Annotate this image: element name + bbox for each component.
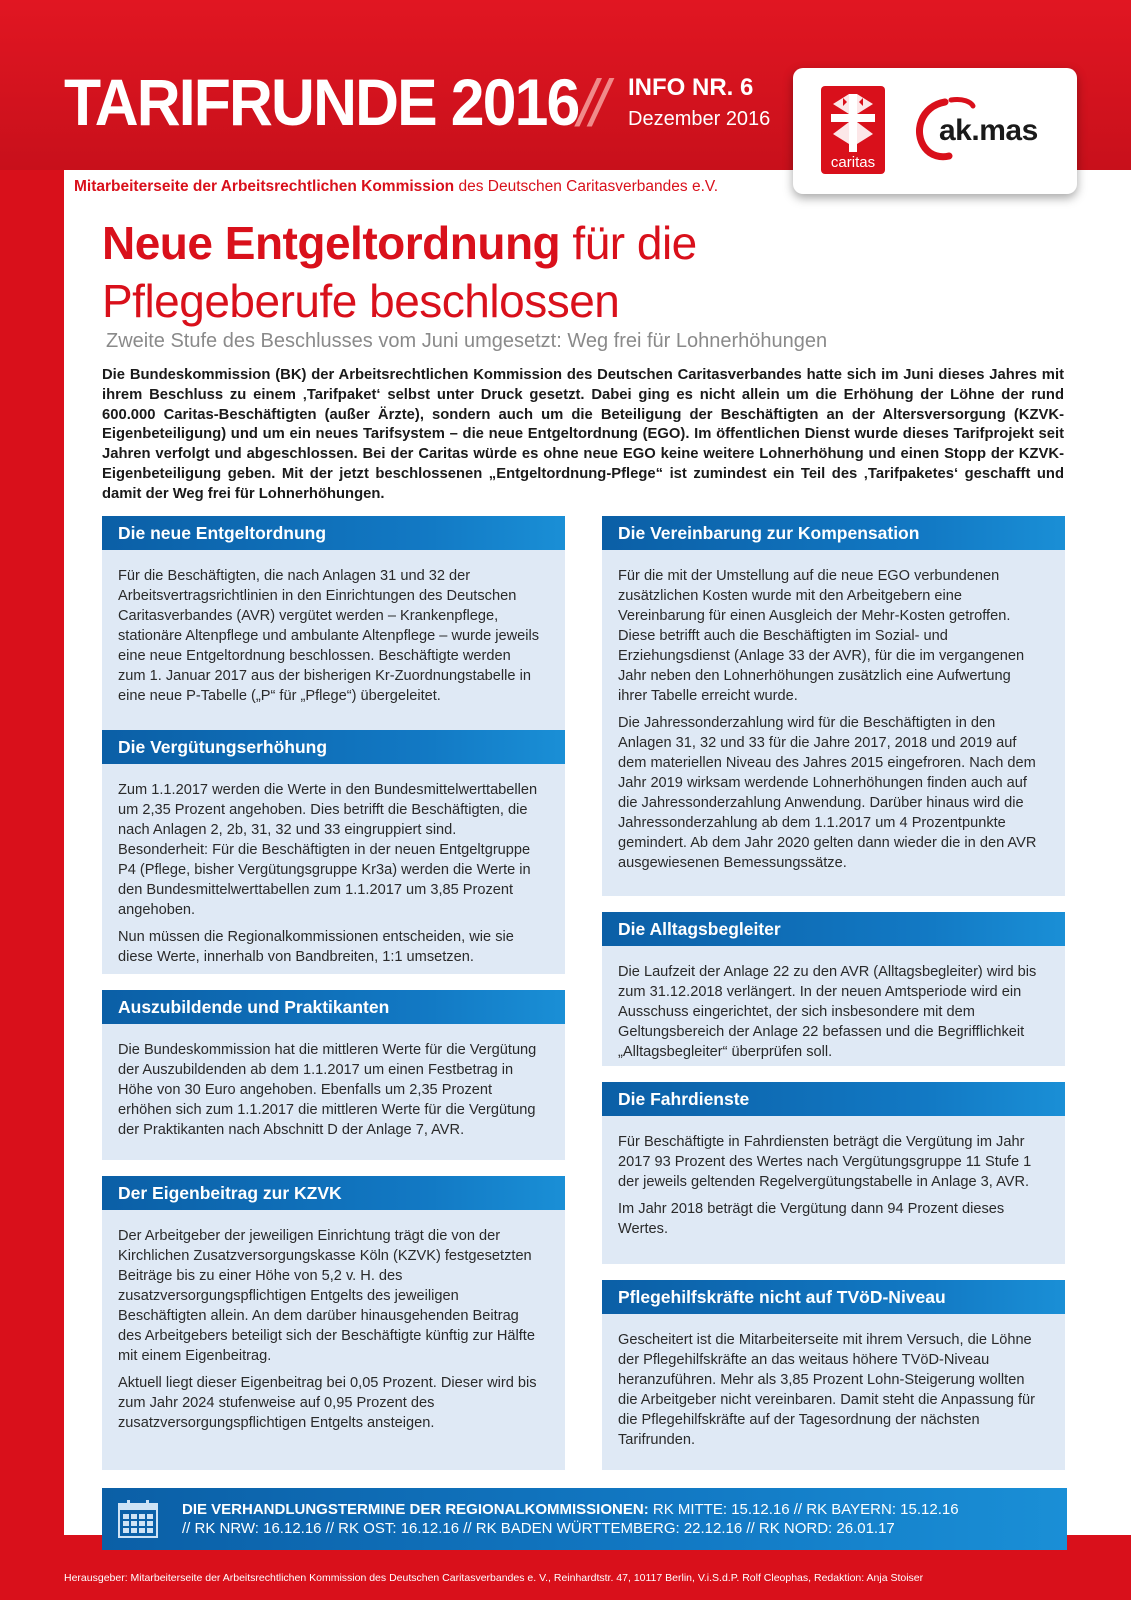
section-body <box>102 1024 565 1159</box>
section-heading: Die neue Entgeltordnung <box>102 516 565 550</box>
section-heading: Pflegehilfskräfte nicht auf TVöD-Niveau <box>602 1280 1065 1314</box>
negotiation-dates-text <box>182 1500 1052 1538</box>
headline-bold: Neue Entgeltordnung <box>102 217 561 269</box>
info-section <box>602 1082 1065 1264</box>
section-heading: Die Fahrdienste <box>602 1082 1065 1116</box>
section-body <box>602 550 1065 892</box>
info-section <box>102 1176 565 1470</box>
info-section <box>102 990 565 1160</box>
caritas-wordmark: caritas <box>830 154 876 171</box>
section-paragraph: Aktuell liegt dieser Eigenbeitrag bei 0,05 Prozent. Dieser wird bis zum Jahr 2024 stufenweise auf 0,95 Prozent des zusatzversorgungspflichtigen Entgelts ansteigen. <box>118 1375 537 1431</box>
section-body <box>102 764 565 986</box>
dates-label: DIE VERHANDLUNGSTERMINE DER REGIONALKOMMISSIONEN: <box>182 1501 649 1518</box>
section-body <box>102 550 565 725</box>
article-intro: Die Bundeskommission (BK) der Arbeitsrechtlichen Kommission des Deutschen Caritasverbandes hatte sich im Juni dieses Jahres mit ihrem Beschluss zu einem ‚Tarifpaket‘ selbst unter Druck gesetzt. Dabei ging es nicht allein um die Erhöhung der Löhne der rund 600.000 Caritas-Beschäftigten (außer Ärzte), sondern auch um die Beteiligung der Beschäftigten an der Altersversorgung (KZVK-Eigenbeteiligung) und um ein neues Tarifsystem – die neue Entgeltordnung (EGO). Im öffentlichen Dienst wurde dieses Tarifprojekt seit Jahren verfolgt und abgeschlossen. Bei der Caritas würde es ohne neue EGO keine weitere Lohnerhöhung und einen Stopp der KZVK-Eigenbeteiligung geben. Mit der jetzt beschlossenen „Entgeltordnung-Pflege“ ist zumindest ein Teil des ‚Tarifpaketes‘ geschafft und damit der Weg frei für Lohnerhöhungen. <box>102 367 1064 502</box>
headline-rest: für die <box>560 217 697 269</box>
akmas-wordmark: ak.mas <box>939 114 1038 147</box>
title-separator: // <box>578 66 603 140</box>
left-column <box>102 0 565 1600</box>
section-paragraph: Im Jahr 2018 beträgt die Vergütung dann 94 Prozent dieses Wertes. <box>618 1201 1005 1237</box>
section-paragraph: Die Laufzeit der Anlage 22 zu den AVR (Alltagsbegleiter) wird bis zum 31.12.2018 verlängert. In der neuen Amtsperiode wird ein Ausschuss eingerichtet, der sich insbesondere mit dem Geltungsbereich der Anlage 22 befassen und die Begrifflichkeit „Alltagsbegleiter“ überprüfen soll. <box>618 964 1037 1060</box>
dates-line1: RK MITTE: 15.12.16 // RK BAYERN: 15.12.16 <box>648 1501 959 1518</box>
section-body <box>602 946 1065 1081</box>
section-body <box>602 1314 1065 1469</box>
headline-line2: Pflegeberufe beschlossen <box>102 275 620 327</box>
negotiation-dates-box <box>102 1488 1067 1550</box>
info-section <box>102 516 565 730</box>
section-heading: Der Eigenbeitrag zur KZVK <box>102 1176 565 1210</box>
section-heading: Die Alltagsbegleiter <box>602 912 1065 946</box>
info-section <box>602 516 1065 896</box>
imprint: Herausgeber: Mitarbeiterseite der Arbeitsrechtlichen Kommission des Deutschen Caritasverbandes e. V., Reinhardtstr. 47, 10117 Berlin, V.i.S.d.P. Rolf Cleophas, Redaktion: Anja Stoiser <box>64 1572 924 1584</box>
publisher-line-rest: des Deutschen Caritasverbandes e.V. <box>454 178 719 195</box>
section-body <box>602 1116 1065 1258</box>
info-section <box>102 730 565 974</box>
section-body <box>102 1210 565 1452</box>
newsletter-title: TARIFRUNDE 2016 <box>64 65 579 139</box>
calendar-icon <box>118 1500 158 1538</box>
section-paragraph: Der Arbeitgeber der jeweiligen Einrichtung trägt die von der Kirchlichen Zusatzversorgungskasse Köln (KZVK) festgesetzten Beiträge bis zu einer Höhe von 5,2 v. H. des zusatzversorgungspflichtigen Entgelts des jeweiligen Beschäftigten allein. An dem darüber hinausgehenden Beitrag des Arbeitgebers beteiligt sich der Beschäftigte künftig zur Hälfte mit einem Eigenbeitrag. <box>118 1228 535 1364</box>
article-subheadline: Zweite Stufe des Beschlusses vom Juni umgesetzt: Weg frei für Lohnerhöhungen <box>106 330 828 352</box>
section-heading: Die Vereinbarung zur Kompensation <box>602 516 1065 550</box>
section-paragraph: Die Jahressonderzahlung wird für die Beschäftigten in den Anlagen 31, 32 und 33 für die Jahre 2017, 2018 und 2019 auf dem materiellen Niveau des Jahres 2015 eingefroren. Nach dem Jahr 2019 wirksam werdende Lohnerhöhungen finden auch auf die Jahressonderzahlung Anwendung. Darüber hinaus wird die Jahressonderzahlung ab dem 1.1.2017 um 4 Prozentpunkte gemindert. Ab dem Jahr 2020 gelten dann wieder die in den AVR ausgewiesenen Bemessungssätze. <box>618 715 1037 871</box>
info-section <box>602 1280 1065 1470</box>
info-section <box>602 912 1065 1066</box>
section-paragraph: Gescheitert ist die Mitarbeiterseite mit ihrem Versuch, die Löhne der Pflegehilfskräfte an das weitaus höhere TVöD-Niveau heranzuführen. Mehr als 3,85 Prozent Lohn-Steigerung wollten die Arbeitgeber nicht vereinbaren. Damit steht die Anpassung für die Pflegehilfskräfte auf der Tagesordnung der nächsten Tarifrunden. <box>618 1332 1035 1448</box>
section-paragraph: Für die Beschäftigten, die nach Anlagen 31 und 32 der Arbeitsvertragsrichtlinien in den Einrichtungen des Deutschen Caritasverbandes (AVR) vergütet werden – Krankenpflege, stationäre Altenpflege und ambulante Altenpflege – wurde jeweils eine neue Entgeltordnung beschlossen. Beschäftigte werden zum 1. Januar 2017 aus der bisherigen Kr-Zuordnungstabelle in eine neue P-Tabelle („P“ für „Pflege“) übergeleitet. <box>118 568 540 704</box>
section-paragraph: Für die mit der Umstellung auf die neue EGO verbundenen zusätzlichen Kosten wurde mit den Arbeitgebern eine Vereinbarung für einen Ausgleich der Mehr-Kosten getroffen. Diese betrifft auch die Beschäftigten im Sozial- und Erziehungsdienst (Anlage 33 der AVR), für die im vergangenen Jahr neben den Lohnerhöhungen zusätzlich eine Aufwertung ihrer Tabelle erreicht wurde. <box>618 568 1025 704</box>
issue-number: INFO NR. 6 <box>628 74 754 101</box>
publisher-line-bold: Mitarbeiterseite der Arbeitsrechtlichen Kommission <box>74 178 455 195</box>
section-heading: Auszubildende und Praktikanten <box>102 990 565 1024</box>
section-paragraph: Für Beschäftigte in Fahrdiensten beträgt die Vergütung im Jahr 2017 93 Prozent des Wertes nach Vergütungsgruppe 11 Stufe 1 der jeweils geltenden Regelvergütungstabelle in Anlage 3, AVR. <box>618 1134 1032 1190</box>
issue-date: Dezember 2016 <box>628 108 771 130</box>
dates-line2: // RK NRW: 16.12.16 // RK OST: 16.12.16 // RK BADEN WÜRTTEMBERG: 22.12.16 // RK NORD: 26.01.17 <box>182 1520 895 1537</box>
section-paragraph: Zum 1.1.2017 werden die Werte in den Bundesmittelwerttabellen um 2,35 Prozent angehoben. Dies betrifft die Beschäftigten, die nach Anlagen 2, 2b, 31, 32 und 33 eingruppiert sind. Besonderheit: Für die Beschäftigten in der neuen Entgeltgruppe P4 (Pflege, bisher Vergütungsgruppe Kr3a) werden die Werte in den Bundesmittelwerttabellen zum 1.1.2017 um 3,85 Prozent angehoben. <box>118 782 538 918</box>
right-column <box>602 0 1065 1600</box>
section-heading: Die Vergütungserhöhung <box>102 730 565 764</box>
section-paragraph: Die Bundeskommission hat die mittleren Werte für die Vergütung der Auszubildenden ab dem 1.1.2017 um einen Festbetrag in Höhe von 30 Euro angehoben. Ebenfalls um 2,35 Prozent erhöhen sich zum 1.1.2017 die mittleren Werte für die Vergütung der Praktikanten nach Abschnitt D der Anlage 7, AVR. <box>118 1042 537 1138</box>
section-paragraph: Nun müssen die Regionalkommissionen entscheiden, wie sie diese Werte, innerhalb von Bandbreiten, 1:1 umsetzen. <box>118 929 514 965</box>
